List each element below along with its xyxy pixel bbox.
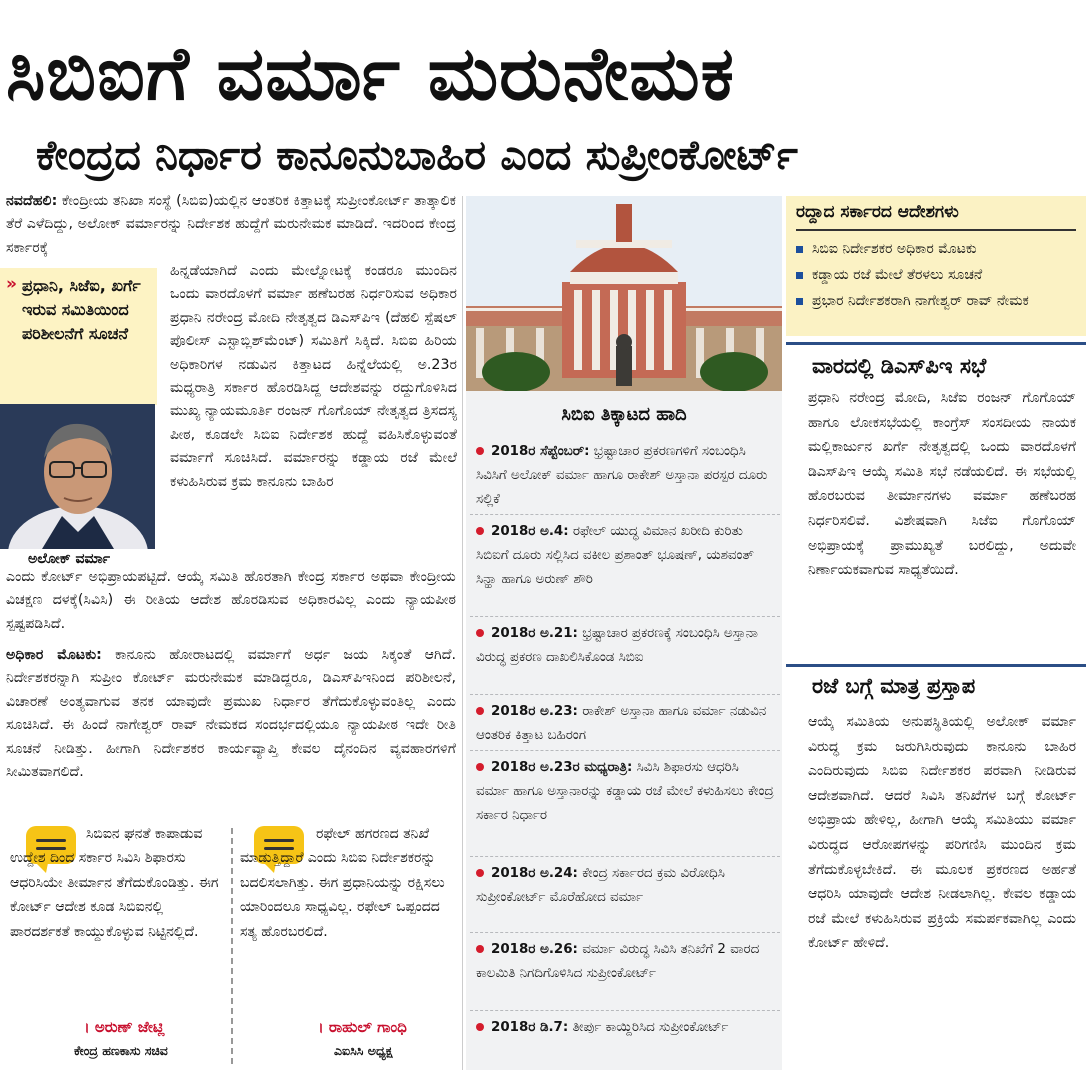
cancelled-orders-box [786, 196, 1086, 336]
timeline-date: 2018ರ ಅ.24: [491, 866, 578, 881]
cancelled-orders-title: ರದ್ದಾದ ಸರ್ಕಾರದ ಆದೇಶಗಳು [796, 202, 959, 222]
timeline-item [476, 520, 776, 592]
timeline-separator [470, 514, 780, 515]
timeline-text: ಕೇಂದ್ರ ಸರ್ಕಾರದ ಕ್ರಮ ವಿರೋಧಿಸಿ ಸುಪ್ರೀಂಕೋರ್ಟ್ ಮೊರೆಹೋದ ವರ್ಮಾ [476, 866, 725, 905]
timeline-separator [470, 694, 780, 695]
quote-rahul-text: ರಫೇಲ್ ಹಗರಣದ ತನಿಖೆ ಮಾಡುತ್ತಿದ್ದಾರೆ ಎಂದು ಸಿಬಿಐ ನಿರ್ದೇಶಕರನ್ನು ಬದಲಿಸಲಾಗಿತ್ತು. ಈಗ ಪ್ರಧಾನಿಯನ್ನು ರಕ್ಷಿಸಲು ಯಾರಿಂದಲೂ ಸಾಧ್ಯವಿಲ್ಲ. ರಫೇಲ್ ಒಪ್ಪಂದದ ಸತ್ಯ ಹೊರಬರಲಿದೆ. [240, 826, 445, 940]
subheadline: ಕೇಂದ್ರದ ನಿರ್ಧಾರ ಕಾನೂನುಬಾಹಿರ ಎಂದ ಸುಪ್ರೀಂಕೋರ್ಟ್ [36, 131, 798, 179]
timeline-bullet-icon [476, 629, 484, 637]
order-item [796, 238, 1081, 261]
section-divider [786, 664, 1086, 667]
timeline-date: 2018ರ ಡಿ.7: [491, 1020, 569, 1035]
bullet-icon [796, 298, 803, 305]
order-item [796, 290, 1081, 313]
timeline-item [476, 622, 776, 670]
order-item-text: ಸಿಬಿಐ ನಿರ್ದೇಶಕರ ಅಧಿಕಾರ ಮೊಟಕು [812, 241, 977, 257]
timeline-title: ಸಿಬಿಐ ತಿಕ್ಕಾಟದ ಹಾದಿ [561, 404, 687, 425]
supreme-court-photo [466, 196, 782, 391]
timeline-text: ಭ್ರಷ್ಟಾಚಾರ ಪ್ರಕರಣಕ್ಕೆ ಸಂಬಂಧಿಸಿ ಅಸ್ತಾನಾ ವಿರುದ್ಧ ಪ್ರಕರಣ ದಾಖಲಿಸಿಕೊಂಡ ಸಿಬಿಐ [476, 626, 758, 665]
bullet-icon [796, 246, 803, 253]
quote-rahul-role: ಎಐಸಿಸಿ ಅಧ್ಯಕ್ಷ [334, 1043, 393, 1058]
pull-quote-box [0, 268, 157, 405]
column-divider [462, 196, 463, 1070]
order-item [796, 264, 1081, 287]
order-item-text: ಪ್ರಭಾರ ನಿರ್ದೇಶಕರಾಗಿ ನಾಗೇಶ್ವರ್ ರಾವ್ ನೇಮಕ [812, 293, 1029, 309]
timeline-text: ತೀರ್ಪು ಕಾಯ್ದಿರಿಸಿದ ಸುಪ್ರೀಂಕೋರ್ಟ್ [572, 1020, 729, 1035]
section-divider [786, 342, 1086, 345]
timeline-bullet-icon [476, 527, 484, 535]
timeline-separator [470, 932, 780, 933]
headline: ಸಿಬಿಐಗೆ ವರ್ಮಾ ಮರುನೇಮಕ [6, 31, 735, 117]
dateline: ನವದೆಹಲಿ: [6, 193, 58, 209]
lead-paragraph-top [6, 190, 456, 260]
timeline-bullet-icon [476, 945, 484, 953]
lead-paragraph-narrow: ಹಿನ್ನಡೆಯಾಗಿದೆ ಎಂದು ಮೇಲ್ನೋಟಕ್ಕೆ ಕಂಡರೂ ಮುಂದಿನ ಒಂದು ವಾರದೊಳಗೆ ವರ್ಮಾ ಹಣೆಬರಹ ನಿರ್ಧರಿಸುವ ಅಧಿಕಾರ ಪ್ರಧಾನಿ ನರೇಂದ್ರ ಮೋದಿ ನೇತೃತ್ವದ ಡಿಎಸ್‌ಪಿಇ (ದೆಹಲಿ ಸ್ಪೆಷಲ್ ಪೊಲೀಸ್ ಎಸ್ಟಾಬ್ಲಿಶ್‌ಮೆಂಟ್) ಸಮಿತಿಗೆ ಸಿಕ್ಕಿದೆ. ಸಿಬಿಐ ಹಿರಿಯ ಅಧಿಕಾರಿಗಳ ನಡುವಿನ ಕಿತ್ತಾಟದ ಹಿನ್ನೆಲೆಯಲ್ಲಿ ಅ.23ರ ಮಧ್ಯರಾತ್ರಿ ಸರ್ಕಾರ ಹೊರಡಿಸಿದ್ದ ಆದೇಶವನ್ನು ರದ್ದುಗೊಳಿಸಿದ ಮುಖ್ಯ ನ್ಯಾಯಮೂರ್ತಿ ರಂಜನ್ ಗೊಗೊಯ್ ನೇತೃತ್ವದ ತ್ರಿಸದಸ್ಯ ಪೀಠ, ಕೂಡಲೇ ಸಿಬಿಐ ನಿರ್ದೇಶಕ ಹುದ್ದೆ ವಹಿಸಿಕೊಳ್ಳುವಂತೆ ವರ್ಮಾಗೆ ಸೂಚಿಸಿದೆ. ವರ್ಮಾರನ್ನು ಕಡ್ಡಾಯ ರಜೆ ಮೇಲೆ ಕಳುಹಿಸಿರುವ ಕ್ರಮ ಕಾನೂನು ಬಾಹಿರ [170, 263, 457, 490]
photo-caption: ಅಲೋಕ್ ವರ್ಮಾ [28, 551, 111, 567]
bullet-icon [796, 272, 803, 279]
timeline-separator [470, 616, 780, 617]
quote-divider [231, 828, 233, 1064]
meeting-title: ವಾರದಲ್ಲಿ ಡಿಎಸ್‌ಪಿಇ ಸಭೆ [812, 354, 987, 378]
lead-paragraph-after: ಎಂದು ಕೋರ್ಟ್ ಅಭಿಪ್ರಾಯಪಟ್ಟಿದೆ. ಆಯ್ಕೆ ಸಮಿತಿ ಹೊರತಾಗಿ ಕೇಂದ್ರ ಸರ್ಕಾರ ಅಥವಾ ಕೇಂದ್ರೀಯ ವಿಚಕ್ಷಣ ದಳಕ್ಕೆ(ಸಿವಿಸಿ) ಈ ರೀತಿಯ ಆದೇಶ ಹೊರಡಿಸುವ ಅಧಿಕಾರವಿಲ್ಲ ಎಂದು ನ್ಯಾಯಪೀಠ ಸ್ಪಷ್ಟಪಡಿಸಿದೆ. [6, 569, 456, 632]
timeline-date: 2018ರ ಅ.23ರ ಮಧ್ಯರಾತ್ರಿ: [491, 760, 633, 775]
timeline-text: ರಫೇಲ್ ಯುದ್ಧ ವಿಮಾನ ಖರೀದಿ ಕುರಿತು ಸಿಬಿಐಗೆ ದೂರು ಸಲ್ಲಿಸಿದ ವಕೀಲ ಪ್ರಶಾಂತ್ ಭೂಷಣ್, ಯಶವಂತ್ ಸಿನ್ಹಾ ಹಾಗೂ ಅರುಣ್ ಶೌರಿ [476, 524, 754, 587]
timeline-bullet-icon [476, 447, 484, 455]
timeline-item [476, 862, 776, 910]
timeline-text: ಸಿವಿಸಿ ಶಿಫಾರಸು ಆಧರಿಸಿ ವರ್ಮಾ ಹಾಗೂ ಅಸ್ತಾನಾರನ್ನು ಕಡ್ಡಾಯ ರಜೆ ಮೇಲೆ ಕಳುಹಿಸಲು ಕೇಂದ್ರ ಸರ್ಕಾರ ನಿರ್ಧಾರ [476, 760, 774, 823]
meeting-text: ಪ್ರಧಾನಿ ನರೇಂದ್ರ ಮೋದಿ, ಸಿಜೆಐ ರಂಜನ್ ಗೊಗೊಯ್ ಹಾಗೂ ಲೋಕಸಭೆಯಲ್ಲಿ ಕಾಂಗ್ರೆಸ್ ಸಂಸದೀಯ ನಾಯಕ ಮಲ್ಲಿಕಾರ್ಜುನ ಖರ್ಗೆ ನೇತೃತ್ವದಲ್ಲಿ ಒಂದು ವಾರದೊಳಗೆ ಡಿಎಸ್‌ಪಿಇ ಆಯ್ಕೆ ಸಮಿತಿ ಸಭೆ ನಡೆಯಲಿದೆ. ಈ ಸಭೆಯಲ್ಲಿ ಹೊರಬರುವ ತೀರ್ಮಾನಗಳು ವರ್ಮಾ ಹಣೆಬರಹ ನಿರ್ಧರಿಸಲಿವೆ. ವಿಶೇಷವಾಗಿ ಸಿಜೆಐ ಗೊಗೊಯ್ ಅಭಿಪ್ರಾಯಕ್ಕೆ ಪ್ರಾಮುಖ್ಯತೆ ಬರಲಿದ್ದು, ಅದುವೇ ನಿರ್ಣಾಯಕವಾಗುವ ಸಾಧ್ಯತೆಯಿದೆ. [808, 390, 1076, 579]
alok-verma-photo [0, 404, 155, 549]
timeline-bullet-icon [476, 1023, 484, 1031]
pull-quote-text: ಪ್ರಧಾನಿ, ಸಿಜೆಐ, ಖರ್ಗೆ ಇರುವ ಸಮಿತಿಯಿಂದ ಪರಿಶೀಲನೆಗೆ ಸೂಚನೆ [22, 276, 141, 343]
timeline-date: 2018ರ ಅ.26: [491, 942, 578, 957]
proposal-title: ರಜೆ ಬಗ್ಗೆ ಮಾತ್ರ ಪ್ರಸ್ತಾಪ [812, 674, 976, 698]
timeline-separator [470, 1010, 780, 1011]
timeline-item [476, 938, 776, 986]
timeline-text: ಭ್ರಷ್ಟಾಚಾರ ಪ್ರಕರಣಗಳಿಗೆ ಸಂಬಂಧಿಸಿ ಸಿವಿಸಿಗೆ ಅಲೋಕ್ ವರ್ಮಾ ಹಾಗೂ ರಾಕೇಶ್ ಅಸ್ತಾನಾ ಪರಸ್ಪರ ದೂರು ಸಲ್ಲಿಕೆ [476, 444, 768, 507]
timeline-item [476, 700, 776, 748]
para2-label: ಅಧಿಕಾರ ಮೊಟಕು: [6, 647, 102, 663]
quote-jaitley-text: ಸಿಬಿಐನ ಘನತೆ ಕಾಪಾಡುವ ಉದ್ದೇಶ ದಿಂದ ಸರ್ಕಾರ ಸಿವಿಸಿ ಶಿಫಾರಸು ಆಧರಿಸಿಯೇ ತೀರ್ಮಾನ ತೆಗೆದುಕೊಂಡಿತ್ತು. ಈಗ ಕೋರ್ಟ್ ಆದೇಶ ಕೂಡ ಸಿಬಿಐನಲ್ಲಿ ಪಾರದರ್ಶಕತೆ ಕಾಯ್ದುಕೊಳ್ಳುವ ನಿಟ್ಟಿನಲ್ಲಿದೆ. [10, 826, 219, 940]
timeline-item [476, 756, 776, 828]
quote-rahul-name: । ರಾಹುಲ್ ಗಾಂಧಿ [318, 1018, 407, 1036]
timeline-bullet-icon [476, 869, 484, 877]
para2-text: ಕಾನೂನು ಹೋರಾಟದಲ್ಲಿ ವರ್ಮಾಗೆ ಅರ್ಧ ಜಯ ಸಿಕ್ಕಂತೆ ಆಗಿದೆ. ನಿರ್ದೇಶಕರನ್ನಾಗಿ ಸುಪ್ರೀಂ ಕೋರ್ಟ್ ಮರುನೇಮಕ ಮಾಡಿದ್ದರೂ, ಡಿಎಸ್‌ಪಿಇನಿಂದ ಪರಿಶೀಲನೆ, ವಿಚಾರಣೆ ಅಂತ್ಯವಾಗುವ ತನಕ ಯಾವುದೇ ಪ್ರಮುಖ ನಿರ್ಧಾರ ತೆಗೆದುಕೊಳ್ಳುವಂತಿಲ್ಲ ಎಂದು ಸೂಚಿಸಿದೆ. ಈ ಹಿಂದೆ ನಾಗೇಶ್ವರ್ ರಾವ್ ನೇಮಕದ ಸಂದರ್ಭದಲ್ಲಿಯೂ ನ್ಯಾಯಪೀಠ ಇದೇ ರೀತಿ ಸೂಚನೆ ನೀಡಿತ್ತು. ಹೀಗಾಗಿ ನಿರ್ದೇಶಕರ ಕಾರ್ಯವ್ಯಾಪ್ತಿ ಕೇವಲ ದೈನಂದಿನ ವ್ಯವಹಾರಗಳಿಗೆ ಸೀಮಿತವಾಗಲಿದೆ. [6, 647, 456, 781]
timeline-date: 2018ರ ಅ.23: [491, 704, 578, 719]
timeline-item [476, 1016, 776, 1040]
timeline-bullet-icon [476, 763, 484, 771]
timeline-item [476, 440, 776, 512]
quote-jaitley-name: । ಅರುಣ್ ಜೇಟ್ಲಿ [84, 1018, 165, 1036]
para-power-curtailed [6, 644, 456, 784]
timeline-date: 2018ರ ಅ.21: [491, 626, 578, 641]
timeline-text: ರಾಕೇಶ್ ಅಸ್ತಾನಾ ಹಾಗೂ ವರ್ಮಾ ನಡುವಿನ ಆಂತರಿಕ ಕಿತ್ತಾಟ ಬಹಿರಂಗ [476, 704, 767, 743]
timeline-date: 2018ರ ಸೆಪ್ಟೆಂಬರ್: [491, 444, 590, 459]
timeline-date: 2018ರ ಅ.4: [491, 524, 569, 539]
timeline-bullet-icon [476, 707, 484, 715]
pull-quote-marker: » [6, 274, 17, 294]
timeline-separator [470, 856, 780, 857]
proposal-text: ಆಯ್ಕೆ ಸಮಿತಿಯ ಅನುಪಸ್ಥಿತಿಯಲ್ಲಿ ಅಲೋಕ್ ವರ್ಮಾ ವಿರುದ್ಧ ಕ್ರಮ ಜರುಗಿಸಿರುವುದು ಕಾನೂನು ಬಾಹಿರ ಎಂದಿರುವುದು ಸಿಬಿಐ ನಿರ್ದೇಶಕರ ಪರವಾಗಿ ನೀಡಿರುವ ಆದೇಶವಾಗಿದೆ. ಆದರೆ ಸಿವಿಸಿ ತನಿಖೆಗಳ ಬಗ್ಗೆ ಕೋರ್ಟ್ ಅಭಿಪ್ರಾಯ ಹೇಳಿಲ್ಲ, ಹೀಗಾಗಿ ಆಯ್ಕೆ ಸಮಿತಿಯು ವರ್ಮಾ ವಿರುದ್ಧದ ಆರೋಪಗಳನ್ನು ಪರಿಗಣಿಸಿ ಮುಂದಿನ ಕ್ರಮ ತೆಗೆದುಕೊಳ್ಳಬೇಕಿದೆ. ಈ ಮೂಲಕ ಪ್ರಕರಣದ ಅರ್ಹತೆ ಆಧರಿಸಿ ಯಾವುದೇ ಆದೇಶ ನೀಡಲಾಗಿಲ್ಲ. ಕೇವಲ ಕಡ್ಡಾಯ ರಜೆ ಮೇಲೆ ಕಳುಹಿಸಿರುವ ಪ್ರಕ್ರಿಯೆ ಸಮರ್ಪಕವಾಗಿಲ್ಲ ಎಂದು ಕೋರ್ಟ್ ಹೇಳಿದೆ. [808, 714, 1076, 952]
timeline-separator [470, 750, 780, 751]
order-item-text: ಕಡ್ಡಾಯ ರಜೆ ಮೇಲೆ ತೆರಳಲು ಸೂಚನೆ [812, 267, 983, 283]
timeline-text: ವರ್ಮಾ ವಿರುದ್ಧ ಸಿವಿಸಿ ತನಿಖೆಗೆ 2 ವಾರದ ಕಾಲಮಿತಿ ನಿಗದಿಗೊಳಿಸಿದ ಸುಪ್ರೀಂಕೋರ್ಟ್ [476, 942, 760, 981]
title-rule [796, 229, 1076, 231]
lead-text-full: ಕೇಂದ್ರೀಯ ತನಿಖಾ ಸಂಸ್ಥೆ (ಸಿಬಿಐ)ಯಲ್ಲಿನ ಆಂತರಿಕ ಕಿತ್ತಾಟಕ್ಕೆ ಸುಪ್ರೀಂಕೋರ್ಟ್ ತಾತ್ಕಾಲಿಕ ತೆರೆ ಎಳೆದಿದ್ದು, ಅಲೋಕ್ ವರ್ಮಾರನ್ನು ನಿರ್ದೇಶಕ ಹುದ್ದೆಗೆ ಮರುನೇಮಕ ಮಾಡಿದೆ. ಇದರಿಂದ ಕೇಂದ್ರ ಸರ್ಕಾರಕ್ಕೆ [6, 193, 456, 256]
quote-jaitley-role: ಕೇಂದ್ರ ಹಣಕಾಸು ಸಚಿವ [74, 1043, 168, 1058]
